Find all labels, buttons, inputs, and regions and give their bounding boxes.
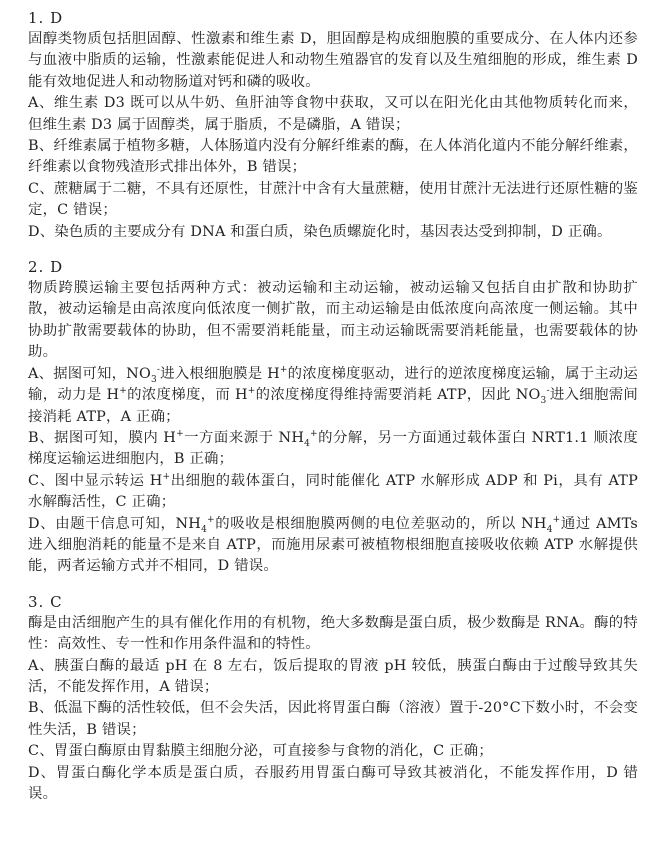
- question-answer: C: [50, 592, 63, 611]
- question-number: 2.: [28, 258, 45, 277]
- question-number: 3.: [28, 592, 45, 611]
- option-a-analysis: A、胰蛋白酶的最适 pH 在 8 左右，饭后提取的胃液 pH 较低，胰蛋白酶由于过酸导致其失活，不能发挥作用，A 错误；: [28, 657, 638, 695]
- option-d-analysis: D、染色质的主要成分有 DNA 和蛋白质，染色质螺旋化时，基因表达受到抑制，D 正确。: [28, 223, 612, 240]
- question-answer: D: [50, 9, 64, 27]
- option-a-analysis: A、据图可知，$NO_3^-$进入根细胞膜是 H+的浓度梯度驱动，进行的逆浓度梯度运输，属于主动运输，动力是 H+的浓度梯度，而 H+的浓度梯度得维持需要消耗 ATP，因此 $NO_3^-$进入细胞需间接消耗 ATP，A 正确；: [28, 364, 639, 425]
- explanation-paragraph: 物质跨膜运输主要包括两种方式：被动运输和主动运输，被动运输又包括自由扩散和协助扩散，被动运输是由高浓度向低浓度一侧扩散，而主动运输是由低浓度向高浓度一侧运输。其中协助扩散需要载体的协助，但不需要消耗能量，而主动运输既需要消耗能量，也需要载体的协助。: [28, 280, 638, 361]
- option-d-analysis: D、胃蛋白酶化学本质是蛋白质，吞服药用胃蛋白酶可导致其被消化，不能发挥作用，D 错误。: [28, 764, 638, 802]
- option-b-analysis: B、纤维素属于植物多糖，人体肠道内没有分解纤维素的酶，在人体消化道内不能分解纤维素，纤维素以食物残渣形式排出体外，B 错误；: [28, 138, 638, 176]
- option-c-analysis: C、图中显示转运 H+出细胞的载体蛋白，同时能催化 ATP 水解形成 ADP 和 Pi，具有 ATP 水解酶活性，C 正确；: [28, 471, 638, 511]
- option-c-analysis: C、胃蛋白酶原由胃黏膜主细胞分泌，可直接参与食物的消化，C 正确；: [28, 743, 493, 760]
- question-1: [28, 8, 638, 243]
- question-heading: [28, 8, 638, 29]
- question-heading: [28, 257, 638, 278]
- explanation-paragraph: 固醇类物质包括胆固醇、性激素和维生素 D，胆固醇是构成细胞膜的重要成分、在人体内还参与血液中脂质的运输，性激素能促进人和动物生殖器官的发育以及生殖细胞的形成，维生素 D 能有效地促进人和动物肠道对钙和磷的吸收。: [28, 31, 638, 90]
- explanation-paragraph: 酶是由活细胞产生的具有催化作用的有机物，绝大多数酶是蛋白质，极少数酶是 RNA。酶的特性：高效性、专一性和作用条件温和的特性。: [28, 614, 638, 653]
- question-heading: [28, 592, 638, 613]
- question-number: 1.: [28, 9, 45, 27]
- option-c-analysis: C、蔗糖属于二糖，不具有还原性，甘蔗汁中含有大量蔗糖，使用甘蔗汁无法进行还原性糖的鉴定，C 错误；: [28, 180, 638, 219]
- option-d-analysis: D、由题干信息可知，$NH_4^+$的吸收是根细胞膜两侧的电位差驱动的，所以 $NH_4^+$通过 AMTs 进入细胞消耗的能量不是来自 ATP，而施用尿素可被植物根细胞直接吸收依赖 ATP 水解提供能，两者运输方式并不相同，D 错误。: [28, 514, 638, 575]
- question-3: [28, 592, 638, 806]
- question-answer: D: [50, 258, 64, 277]
- question-2: [28, 257, 638, 578]
- option-b-analysis: B、据图可知，膜内 H+一方面来源于 $NH_4^+$的分解，另一方面通过载体蛋白 NRT1.1 顺浓度梯度运输运进细胞内，B 正确；: [28, 429, 638, 468]
- answer-document: [28, 8, 638, 805]
- option-a-analysis: A、维生素 D3 既可以从牛奶、鱼肝油等食物中获取，又可以在阳光化由其他物质转化而来，但维生素 D3 属于固醇类，属于脂质，不是磷脂，A 错误；: [28, 95, 638, 133]
- option-b-analysis: B、低温下酶的活性较低，但不会失活，因此将胃蛋白酶（溶液）置于-20°C下数小时，不会变性失活，B 错误；: [28, 700, 638, 738]
